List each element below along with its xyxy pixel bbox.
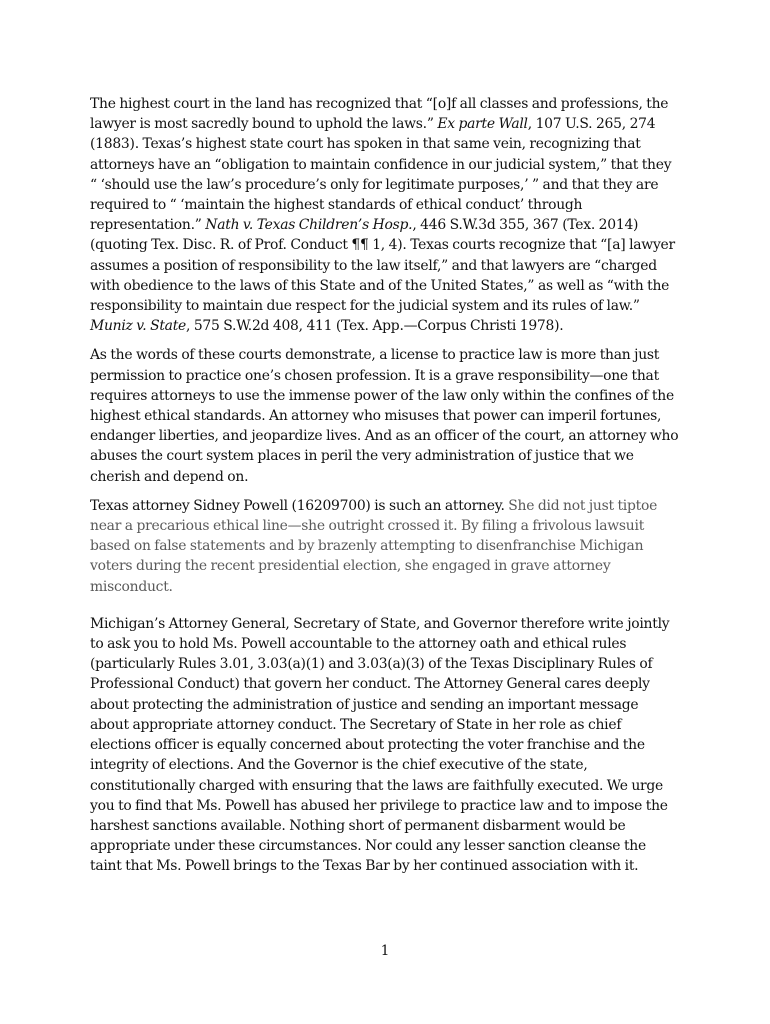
text-segment: , 575 S.W.2d 408, 411 (Tex. App.—Corpus Christi 1978). — [186, 318, 564, 335]
letter-body — [90, 94, 680, 877]
text-segment: Texas attorney Sidney Powell (16209700) is such an attorney. — [90, 497, 509, 514]
paragraph-request-accountability — [90, 614, 680, 877]
case-citation: Muniz v. State — [90, 318, 187, 335]
case-citation: Ex parte Wall — [437, 116, 528, 133]
text-segment: The highest court in the land has recognized that “[o]f all classes and professions, the lawyer is most sacredly bound to uphold the laws.” — [90, 96, 669, 133]
case-citation: Nath v. Texas Children’s Hosp. — [205, 217, 413, 234]
text-segment: , 446 S.W.3d 355, 367 (Tex. 2014) (quoting Tex. Disc. R. of Prof. Conduct ¶¶ 1, 4). Texas courts recognize that “[a] lawyer assumes a position of responsibility to the law itself,” and that lawyers are “charged with obedience to the laws of this State and of the United States,” as well as “with the responsibility to maintain due respect for the judicial system and its rules of law.” — [90, 217, 675, 315]
paragraph-attorney-misconduct — [90, 496, 680, 597]
text-segment: Michigan’s Attorney General, Secretary of State, and Governor therefore write jointly to ask you to hold Ms. Powell accountable to the attorney oath and ethical rules (particularly Rules 3.01, 3.03(a)(1) and 3.03(a)(3) of the Texas Disciplinary Rules of Professional Conduct) that govern her conduct. The Attorney General cares deeply about protecting the administration of justice and sending an important message about appropriate attorney conduct. The Secretary of State in her role as chief elections officer is equally concerned about protecting the voter franchise and the integrity of elections. And the Governor is the chief executive of the state, constitutionally charged with ensuring that the laws are faithfully executed. We urge you to find that Ms. Powell has abused her privilege to practice law and to impose the harshest sanctions available. Nothing short of permanent disbarment would be appropriate under these circumstances. Nor could any lesser sanction cleanse the taint that Ms. Powell brings to the Texas Bar by her continued association with it. — [90, 615, 670, 875]
text-segment: , 107 U.S. 265, 274 (1883). Texas’s highest state court has spoken in that same vein, recognizing that attorneys have an “obligation to maintain confidence in our judicial system,” that they “ ‘should use the law’s procedure’s only for legitimate purposes,’ ” and that they are required to “ ‘maintain the highest standards of ethical conduct’ through representation.” — [90, 116, 672, 234]
paragraph-license-responsibility — [90, 345, 680, 486]
text-segment-muted: She did not just tiptoe near a precarious ethical line—she outright crossed it. By filing a frivolous lawsuit based on false statements and by brazenly attempting to disenfranchise Michigan voters during the recent presidential election, she engaged in grave attorney misconduct. — [90, 497, 658, 595]
text-segment: As the words of these courts demonstrate, a license to practice law is more than just permission to practice one’s chosen profession. It is a grave responsibility—one that requires attorneys to use the immense power of the law only within the confines of the highest ethical standards. An attorney who misuses that power can imperil fortunes, endanger liberties, and jeopardize lives. And as an officer of the court, an attorney who abuses the court system places in peril the very administration of justice that we cherish and depend on. — [90, 347, 679, 485]
page-number: 1 — [380, 943, 390, 959]
paragraph-legal-precedent — [90, 94, 680, 336]
